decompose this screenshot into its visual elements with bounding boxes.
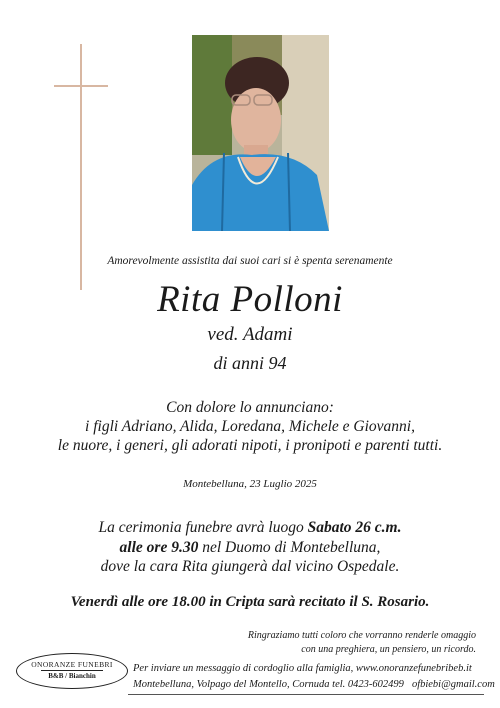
footer-divider bbox=[128, 694, 484, 695]
age-text: di anni 94 bbox=[213, 353, 287, 373]
funeral-home-logo bbox=[16, 653, 128, 689]
cross-icon-bar bbox=[54, 85, 108, 87]
deceased-name: Rita Polloni bbox=[157, 279, 343, 320]
ceremony-date: Sabato 26 c.m. bbox=[307, 519, 402, 536]
thanks-line: con una preghiera, un pensiero, un ricordo. bbox=[301, 644, 476, 655]
ceremony-text: La cerimonia funebre avrà luogo bbox=[98, 519, 308, 536]
logo-line-2: B&B / Bianchin bbox=[48, 672, 96, 680]
address-line bbox=[133, 679, 495, 690]
announcement-line: le nuore, i generi, gli adorati nipoti, i pronipoti e parenti tutti. bbox=[57, 437, 443, 454]
ceremony-line-3: dove la cara Rita giungerà dal vicino Ospedale. bbox=[100, 558, 400, 575]
email-link[interactable]: ofbiebi@gmail.com bbox=[411, 679, 495, 690]
widow-of: ved. Adami bbox=[207, 324, 293, 345]
condolence-message: Per inviare un messaggio di cordoglio alla famiglia, www.onoranzefunebribeb.it bbox=[133, 663, 472, 674]
announcement-line: i figli Adriano, Alida, Loredana, Michele e Giovanni, bbox=[85, 418, 415, 435]
thanks-line: Ringraziamo tutti coloro che vorranno renderle omaggio bbox=[247, 630, 476, 641]
ceremony-place: nel Duomo di Montebelluna, bbox=[198, 538, 381, 556]
portrait-photo bbox=[192, 35, 329, 231]
ceremony-line-2 bbox=[0, 538, 500, 558]
thanks-block bbox=[240, 629, 476, 657]
ceremony-block bbox=[0, 518, 500, 577]
cross-icon bbox=[80, 44, 82, 290]
announcement-block bbox=[0, 398, 500, 455]
intro-text: Amorevolmente assistita dai suoi cari si è spenta serenamente bbox=[107, 255, 393, 267]
ceremony-time: alle ore 9.30 bbox=[119, 538, 199, 556]
rosary-text: Venerdì alle ore 18.00 in Cripta sarà recitato il S. Rosario. bbox=[70, 594, 430, 610]
announcement-line: Con dolore lo annunciano: bbox=[166, 399, 334, 416]
address-text: Montebelluna, Volpago del Montello, Cornuda tel. 0423-602499 bbox=[133, 679, 404, 690]
logo-line-1: ONORANZE FUNEBRI bbox=[31, 660, 113, 669]
ceremony-line-1 bbox=[0, 518, 500, 538]
logo-rule bbox=[41, 670, 103, 671]
place-date: Montebelluna, 23 Luglio 2025 bbox=[183, 478, 317, 490]
